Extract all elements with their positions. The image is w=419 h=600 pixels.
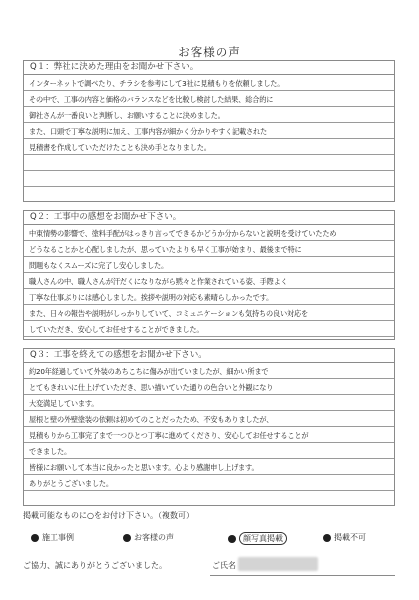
option-face-photo[interactable]: [228, 532, 287, 545]
answer-line: 中東情勢の影響で、塗料手配がはっきり言ってできるかどうか分からないと説明を受けていたため: [29, 229, 337, 238]
option-customer-voice[interactable]: [123, 532, 174, 543]
redacted-name: [238, 557, 318, 571]
publish-permission-note: 掲載可能なものに○をお付け下さい。（複数可）: [23, 511, 194, 520]
answer-line: 屋根と壁の外壁塗装の依頼は初めてのことだったため、不安もありましたが、: [29, 415, 274, 424]
answer-line: 丁寧な仕事ぶりには感心しました。挨拶や説明の対応も素晴らしかったです。: [29, 293, 273, 302]
answer-line: 職人さんの中、職人さんが汗だくになりながら黙々と作業されている姿、手際よく: [29, 277, 288, 286]
question-3-heading: Q３：工事を終えての感想をお聞かせ下さい。: [24, 349, 394, 363]
name-underline: [210, 575, 395, 576]
ruled-line: [24, 458, 394, 459]
bullet-icon: [228, 535, 236, 543]
question-2-answer: [24, 225, 394, 337]
answer-line: 御社さんが一番良いと判断し、お願いすることに決めました。: [29, 111, 225, 120]
ruled-line: [24, 288, 394, 289]
ruled-line: [24, 442, 394, 443]
answer-line: ありがとうございました。: [29, 479, 113, 488]
answer-line: どうなることかと心配しましたが、思っていたよりも早く工事が始まり、最後まで特に: [29, 245, 302, 254]
ruled-line: [24, 394, 394, 395]
ruled-line: [24, 138, 394, 139]
answer-line: インターネットで調べたり、チラシを参考にして3社に見積もりを依頼しました。: [29, 79, 285, 88]
ruled-line: [24, 336, 394, 337]
ruled-line: [24, 474, 394, 475]
answer-line: とてもきれいに仕上げていただき、思い描いていた通りの色合いと外観になり: [29, 383, 274, 392]
ruled-line: [24, 272, 394, 273]
thanks-message: ご協力、誠にありがとうございました。: [23, 561, 167, 570]
question-1-box: [23, 60, 395, 202]
publish-options: [23, 532, 395, 546]
ruled-line: [24, 240, 394, 241]
ruled-line: [24, 304, 394, 305]
ruled-line: [24, 122, 394, 123]
question-2-heading: Q２：工事中の感想をお聞かせ下さい。: [24, 211, 394, 225]
bullet-icon: [31, 534, 39, 542]
option-label: 掲載不可: [334, 533, 366, 542]
answer-line: その中で、工事の内容と価格のバランスなどを比較し検討した結果、総合的に: [29, 95, 274, 104]
question-1-answer: [24, 75, 394, 199]
ruled-line: [24, 256, 394, 257]
ruled-line: [24, 170, 394, 171]
page-title: お客様の声: [178, 45, 241, 59]
option-label: お客様の声: [134, 533, 174, 542]
ruled-line: [24, 378, 394, 379]
question-3-box: [23, 348, 395, 506]
question-3-answer: [24, 363, 394, 503]
bullet-icon: [323, 534, 331, 542]
answer-line: 皆様にお願いして本当に良かったと思います。心より感謝申し上げます。: [29, 463, 259, 472]
question-1-heading: Q１：弊社に決めた理由をお聞かせ下さい。: [24, 61, 394, 75]
name-label: ご氏名: [212, 561, 236, 570]
answer-line: 問題もなくスムーズに完了し安心しました。: [29, 261, 169, 270]
option-case-study[interactable]: [31, 532, 74, 543]
answer-line: また、日々の報告や説明がしっかりしていて、コミュニケーションも気持ちの良い対応を: [29, 309, 308, 318]
answer-line: また、口頭で丁寧な説明に加え、工事内容が細かく分かりやすく記載された: [29, 127, 268, 136]
ruled-line: [24, 490, 394, 491]
bullet-icon: [123, 534, 131, 542]
ruled-line: [24, 186, 394, 187]
ruled-line: [24, 410, 394, 411]
answer-line: 見積書を作成していただけたことも決め手となりました。: [29, 143, 211, 152]
answer-line: 約20年経過していて外装のあちこちに傷みが出ていましたが、細かい所まで: [29, 367, 269, 376]
answer-line: 大変満足しています。: [29, 399, 99, 408]
answer-line: 見積もりから工事完了まで一つひとつ丁寧に進めてくださり、安心してお任せすることが: [29, 431, 309, 440]
option-label: 顔写真掲載: [239, 532, 287, 545]
option-no-publish[interactable]: [323, 532, 366, 543]
answer-line: できました。: [29, 447, 71, 456]
option-label: 施工事例: [42, 533, 74, 542]
ruled-line: [24, 106, 394, 107]
ruled-line: [24, 154, 394, 155]
ruled-line: [24, 426, 394, 427]
ruled-line: [24, 320, 394, 321]
answer-line: していただき、安心してお任せすることができました。: [29, 325, 204, 334]
ruled-line: [24, 90, 394, 91]
question-2-box: [23, 210, 395, 340]
